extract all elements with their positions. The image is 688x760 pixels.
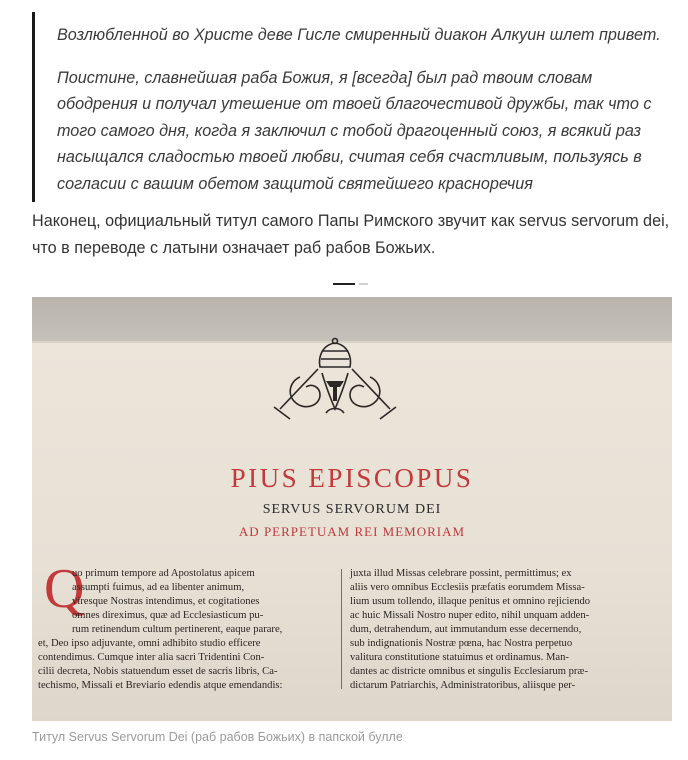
bull-text-line: rum retinendum cultum pertinerent, eaque parare,: [72, 624, 283, 635]
column-divider: [341, 569, 342, 689]
dropcap-letter: Q: [44, 558, 85, 620]
bull-text-line: uo primum tempore ad Apostolatus apicem: [72, 568, 255, 579]
article-paragraph: Наконец, официальный титул самого Папы Римского звучит как servus servorum dei, что в переводе с латыни означает раб рабов Божьих.: [32, 212, 670, 257]
bull-text-line: cilii decreta, Nobis statuendum esset de sacris libris, Ca-: [38, 666, 278, 677]
bull-text-line: valitura constitutione statuimus et ordinamus. Man-: [350, 652, 569, 663]
bull-subtitle: SERVUS SERVORUM DEI: [262, 502, 442, 517]
bull-motto: AD PERPETUAM REI MEMORIAM: [238, 524, 466, 539]
blockquote: [32, 12, 672, 202]
slider-pagination[interactable]: [333, 283, 368, 286]
image-caption: Титул Servus Servorum Dei (раб рабов Божьих) в папской булле: [32, 730, 403, 744]
bull-text-line: sub indignationis Nostræ pœna, hac Nostra perpetuo: [350, 638, 573, 649]
bull-left-column: [38, 567, 336, 693]
bull-text-line: techismo, Missali et Breviario edendis atque emendandis:: [38, 680, 283, 691]
quote-salutation: Возлюбленной во Христе деве Гисле смиренный диакон Алкуин шлет привет.: [57, 26, 661, 44]
bull-text-line: lium usum tollendo, illaque penitus et omnino rejiciendo: [350, 596, 591, 607]
bull-text-line: dantes ac districte omnibus et singulis Ecclesiarum præ-: [350, 666, 589, 677]
slide-dot[interactable]: [359, 283, 368, 285]
quote-body: Поистине, славнейшая раба Божия, я [всегда] был рад твоим словам ободрения и получал утешение от твоей благочестивой дружбы, так что с того самого дня, когда я заключил с тобой драгоценный союз, я всякий раз насыщался сладостью твоей любви, считая себя счастливым, пользуясь в согласии с вашим обетом защитой святейшего красноречия: [57, 68, 652, 193]
bull-title: PIUS EPISCOPUS: [230, 463, 474, 493]
papal-bull-photo[interactable]: [32, 297, 672, 721]
slide-dot-active[interactable]: [333, 283, 355, 285]
bull-right-column: [350, 567, 646, 693]
papal-coat-of-arms-icon: [260, 337, 410, 421]
bull-text-line: dum, detrahendum, aut immutandum esse decernendo,: [350, 624, 582, 635]
bull-text-line: assumpti fuimus, ad ea libenter animum,: [72, 582, 245, 593]
bull-text-line: aliis vero omnibus Ecclesiis præfatis eorumdem Missa-: [350, 582, 585, 593]
bull-text-line: viresque Nostras intendimus, et cogitationes: [72, 596, 260, 607]
bull-text-line: ac huic Missali Nostro nuper edito, nihil unquam adden-: [350, 610, 590, 621]
bull-text-line: omnes direximus, quæ ad Ecclesiasticum pu-: [72, 610, 264, 621]
bull-text-line: juxta illud Missas celebrare possint, permittimus; ex: [350, 568, 572, 579]
bull-text-line: dictarum Patriarchis, Administratoribus, aliisque per-: [350, 680, 576, 691]
bull-text-line: contendimus. Cumque inter alia sacri Tridentini Con-: [38, 652, 265, 663]
bull-text-line: et, Deo ipso adjuvante, omni adhibito studio efficere: [38, 638, 261, 649]
